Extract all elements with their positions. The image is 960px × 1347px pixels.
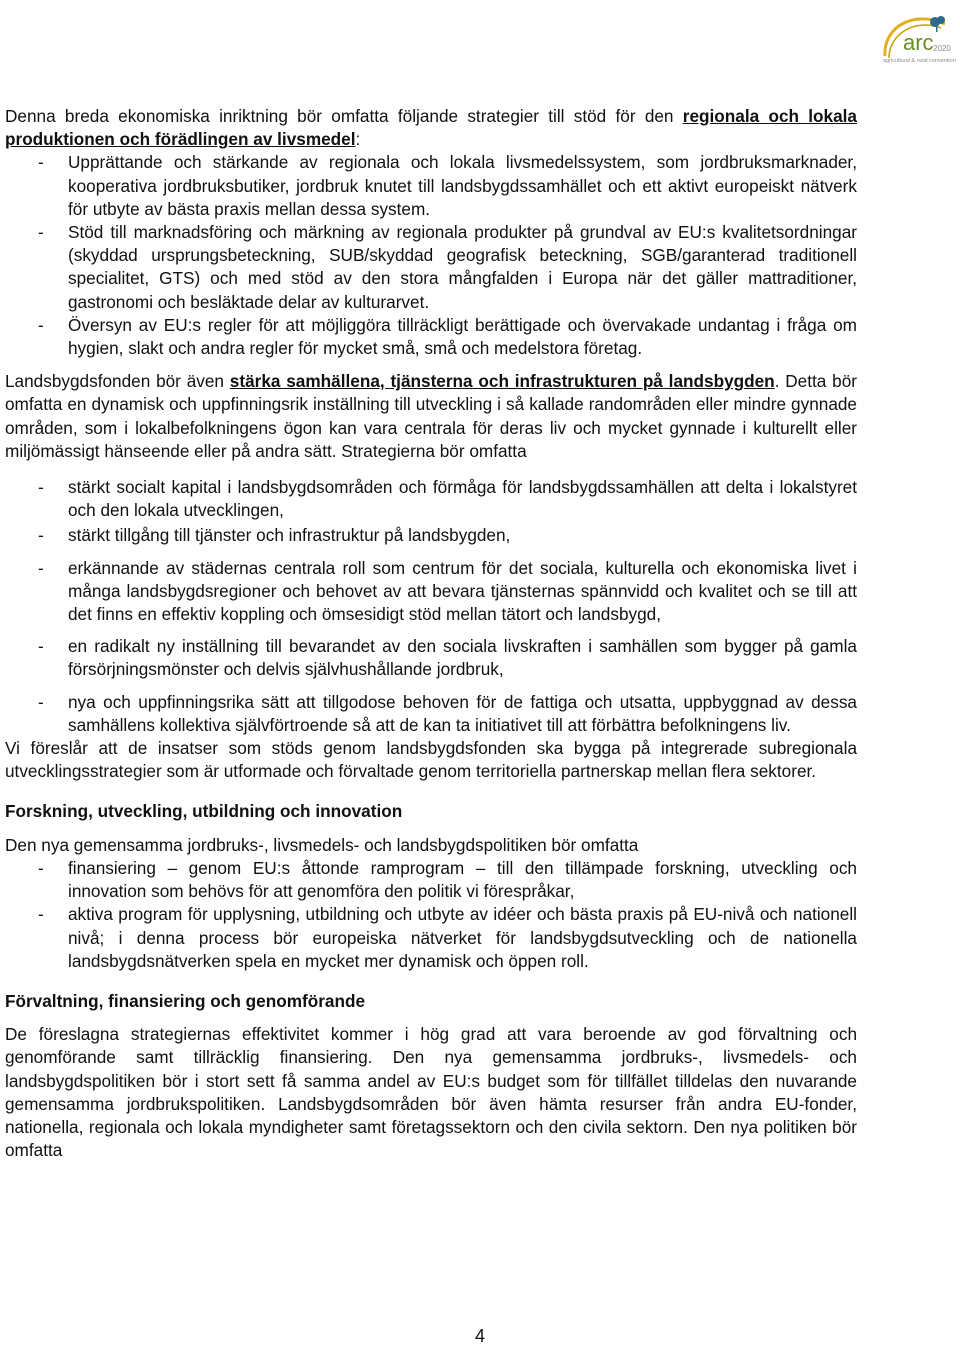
- section3-list: [5, 857, 857, 973]
- list-item-text: stärkt tillgång till tjänster och infrastruktur på landsbygden,: [68, 525, 511, 546]
- dash-bullet: -: [38, 636, 44, 657]
- list-item-text: Översyn av EU:s regler för att möjliggöra tillräckligt berättigade och övervakade undantag i fråga om hygien, slakt och andra regler för mycket små, små och medelstora företag.: [68, 314, 857, 359]
- dash-bullet: -: [38, 314, 44, 335]
- list-item: [5, 476, 857, 522]
- list-item: [5, 635, 857, 681]
- intro-text: Denna breda ekonomiska inriktning bör omfatta följande strategier till stöd för den: [5, 106, 683, 126]
- section4-heading: Förvaltning, finansiering och genomförande: [5, 990, 366, 1011]
- section2-list: [5, 476, 857, 737]
- section2-intro: [5, 370, 857, 463]
- section2-emphasis: stärka samhällena, tjänsterna och infrastrukturen på landsbygden: [229, 371, 775, 392]
- intro-emphasis: regionala och lokala produktionen och förädlingen av livsmedel: [5, 106, 857, 150]
- intro-colon: :: [355, 129, 361, 150]
- list-item-text: Upprättande och stärkande av regionala och lokala livsmedelssystem, som jordbruksmarknader, kooperativa jordbruksbutiker, jordbruk knutet till landsbygdssamhället och ett aktivt europeiskt nätverk för utbyte av bästa praxis mellan dessa system.: [68, 152, 857, 219]
- list-item: [5, 151, 857, 221]
- section2-closing: Vi föreslår att de insatser som stöds genom landsbygdsfonden ska bygga på integrerade subregionala utvecklingsstrategier som är utformade och förvaltade genom territoriella partnerskap mellan flera sektorer.: [5, 738, 857, 782]
- dash-bullet: -: [38, 222, 44, 243]
- dash-bullet: -: [38, 477, 44, 498]
- list-item-text: nya och uppfinningsrika sätt att tillgodose behoven för de fattiga och utsatta, uppbyggnad av dessa samhällens kollektiva självförtroende så att de kan ta initiativet till att förbättra befolkningens liv.: [68, 691, 857, 735]
- section1-list: [5, 151, 857, 360]
- list-item-text: Stöd till marknadsföring och märkning av regionala produkter på grundval av EU:s kvalitetsordningar (skyddad ursprungsbeteckning, SUB/skyddad geografisk beteckning, SGB/garanterad traditionell specialitet, GTS) och med stöd av den stora mångfalden i Europa när det gäller mattraditioner, gastronomi och besläktade delar av kulturarvet.: [68, 222, 857, 312]
- section3-intro: Den nya gemensamma jordbruks-, livsmedels- och landsbygdspolitiken bör omfatta: [5, 834, 639, 855]
- list-item: [5, 557, 857, 627]
- section3-heading: Forskning, utveckling, utbildning och innovation: [5, 801, 403, 822]
- list-item: [5, 524, 857, 547]
- page-number: 4: [474, 1326, 485, 1346]
- section2-text: Landsbygdsfonden bör även: [5, 371, 230, 392]
- logo-brand: arc: [903, 30, 934, 55]
- dash-bullet: -: [38, 525, 44, 546]
- dash-bullet: -: [38, 691, 44, 712]
- dash-bullet: -: [38, 857, 44, 878]
- list-item: [5, 691, 857, 737]
- list-item-text: erkännande av städernas centrala roll som centrum för det sociala, kulturella och ekonomiska livet i många landsbygdsregioner och behovet av att bevara tjänsternas spännvidd och kvalitet och se till att det finns en effektiv koppling och ömsesidigt stöd mellan tätort och landsbygd,: [68, 557, 857, 625]
- list-item: [5, 314, 857, 360]
- logo-year: 2020: [933, 44, 951, 53]
- dash-bullet: -: [38, 557, 44, 578]
- list-item-text: finansiering – genom EU:s åttonde ramprogram – till den tillämpade forskning, utveckling och innovation som behövs för att genomföra den politik vi förespråkar,: [68, 857, 857, 902]
- list-item: [5, 857, 857, 903]
- list-item-text: stärkt socialt kapital i landsbygdsområden och förmåga för landsbygdssamhällen att delta i lokalstyret och den lokala utvecklingen,: [68, 477, 857, 521]
- section1-intro: [5, 105, 857, 151]
- document-body: [5, 105, 857, 1162]
- dash-bullet: -: [38, 152, 44, 173]
- list-item-text: aktiva program för upplysning, utbildning och utbyte av idéer och bästa praxis på EU-nivå och nationell nivå; i denna process bör europeiska nätverket för landsbygdsutveckling och de nationella landsbygdsnätverken spela en mycket mer dynamisk och öppen roll.: [68, 904, 857, 971]
- list-item: [5, 221, 857, 314]
- dash-bullet: -: [38, 904, 44, 925]
- section4-body: De föreslagna strategiernas effektivitet kommer i hög grad att vara beroende av god förvaltning och genomförande samt tillräcklig finansiering. Den nya gemensamma jordbruks-, livsmedels- och landsbygdspolitiken bör i stort sett få samma andel av EU:s budget som för tillfället tilldelas den nuvarande gemensamma jordbrukspolitiken. Landsbygdsområden bör även hämta resurser från andra EU-fonder, nationella, regionala och lokala myndigheter samt företagssektorn och den civila sektorn. Den nya politiken bör omfatta: [5, 1024, 857, 1161]
- list-item-text: en radikalt ny inställning till bevarandet av den sociala livskraften i samhällen som bygger på gamla försörjningsmönster och delvis självhushållande jordbruk,: [68, 636, 857, 680]
- logo-tagline: agricultural & rural convention: [883, 58, 956, 64]
- section2-text-cont: . Detta bör omfatta en dynamisk och uppfinningsrik inställning till utveckling i så kallade randområden eller mindre gynnade områden, som i lokalbefolkningens ögon kan vara centrala för deras liv och mycket gynnade i kulturellt eller miljömässigt hänseende eller på andra sätt. Strategierna bör omfatta: [5, 371, 857, 461]
- list-item: [5, 903, 857, 973]
- arc2020-logo: [875, 6, 955, 70]
